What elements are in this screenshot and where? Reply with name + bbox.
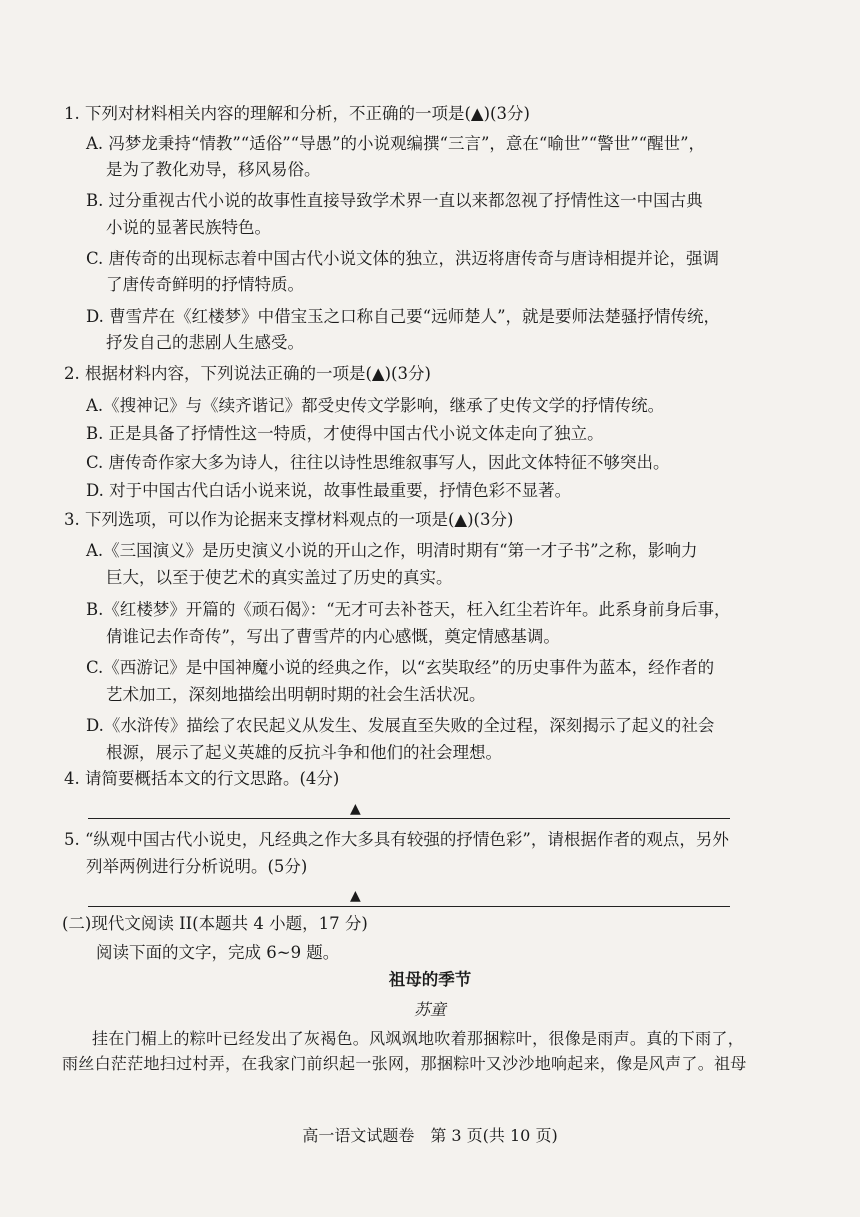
q2-option-d: D. 对于中国古代白话小说来说，故事性最重要，抒情色彩不显著。 xyxy=(86,481,572,500)
section2-heading: (二)现代文阅读 II(本题共 4 小题，17 分) xyxy=(62,914,368,933)
q1-option-b: B. 过分重视古代小说的故事性直接导致学术界一直以来都忽视了抒情性这一中国古典 xyxy=(86,191,703,210)
q2-option-a: A.《搜神记》与《续齐谐记》都受史传文学影响，继承了史传文学的抒情传统。 xyxy=(86,396,665,415)
q3-option-d: D.《水浒传》描绘了农民起义从发生、发展直至失败的全过程，深刻揭示了起义的社会 xyxy=(86,716,715,735)
q1-option-b-cont: 小说的显著民族特色。 xyxy=(106,218,271,237)
page-footer: 高一语文试题卷 第 3 页(共 10 页) xyxy=(302,1126,558,1145)
q4-stem: 4. 请简要概括本文的行文思路。(4分) xyxy=(64,769,340,788)
q3-option-b-cont: 倩谁记去作奇传”，写出了曹雪芹的内心感慨，奠定情感基调。 xyxy=(106,627,560,646)
q1-option-a-cont: 是为了教化劝导，移风易俗。 xyxy=(106,160,321,179)
q3-option-c: C.《西游记》是中国神魔小说的经典之作，以“玄奘取经”的历史事件为蓝本，经作者的 xyxy=(86,658,715,677)
q5-answer-line xyxy=(88,906,730,907)
story-paragraph-line-1: 挂在门楣上的粽叶已经发出了灰褐色。风飒飒地吹着那捆粽叶，很像是雨声。真的下雨了， xyxy=(92,1029,745,1048)
story-title: 祖母的季节 xyxy=(388,970,472,989)
story-paragraph-line-2: 雨丝白茫茫地扫过村弄，在我家门前织起一张网，那捆粽叶又沙沙地响起来，像是风声了。祖母 xyxy=(62,1054,747,1073)
q1-option-c: C. 唐传奇的出现标志着中国古代小说文体的独立，洪迈将唐传奇与唐诗相提并论，强调 xyxy=(86,249,720,268)
section2-instruction: 阅读下面的文字，完成 6~9 题。 xyxy=(96,943,340,962)
q3-option-a: A.《三国演义》是历史演义小说的开山之作，明清时期有“第一才子书”之称，影响力 xyxy=(86,541,698,560)
q5-stem: 5. “纵观中国古代小说史，凡经典之作大多具有较强的抒情色彩”，请根据作者的观点，另外 xyxy=(64,830,729,849)
q1-stem: 1. 下列对材料相关内容的理解和分析，不正确的一项是(▲)(3分) xyxy=(64,104,530,123)
q3-option-a-cont: 巨大，以至于使艺术的真实盖过了历史的真实。 xyxy=(106,568,453,587)
q2-option-c: C. 唐传奇作家大多为诗人，往往以诗性思维叙事写人，因此文体特征不够突出。 xyxy=(86,453,670,472)
q1-option-a: A. 冯梦龙秉持“情教”“适俗”“导愚”的小说观编撰“三言”，意在“喻世”“警世”“醒世”， xyxy=(86,134,705,153)
q4-answer-marker: ▲ xyxy=(350,801,361,817)
q1-option-d: D. 曹雪芹在《红楼梦》中借宝玉之口称自己要“远师楚人”，就是要师法楚骚抒情传统， xyxy=(86,307,721,326)
q3-option-d-cont: 根源，展示了起义英雄的反抗斗争和他们的社会理想。 xyxy=(106,743,502,762)
q3-stem: 3. 下列选项，可以作为论据来支撑材料观点的一项是(▲)(3分) xyxy=(64,510,514,529)
q2-option-b: B. 正是具备了抒情性这一特质，才使得中国古代小说文体走向了独立。 xyxy=(86,424,604,443)
q4-answer-line xyxy=(88,818,730,819)
q1-option-c-cont: 了唐传奇鲜明的抒情特质。 xyxy=(106,275,304,294)
q3-option-b: B.《红楼梦》开篇的《顽石偈》：“无才可去补苍天，枉入红尘若许年。此系身前身后事， xyxy=(86,600,731,619)
story-author: 苏童 xyxy=(413,1000,446,1019)
q5-answer-marker: ▲ xyxy=(350,888,361,904)
q3-option-c-cont: 艺术加工，深刻地描绘出明朝时期的社会生活状况。 xyxy=(106,685,486,704)
q5-stem-cont: 列举两例进行分析说明。(5分) xyxy=(86,857,308,876)
q2-stem: 2. 根据材料内容，下列说法正确的一项是(▲)(3分) xyxy=(64,364,431,383)
q1-option-d-cont: 抒发自己的悲剧人生感受。 xyxy=(106,333,304,352)
